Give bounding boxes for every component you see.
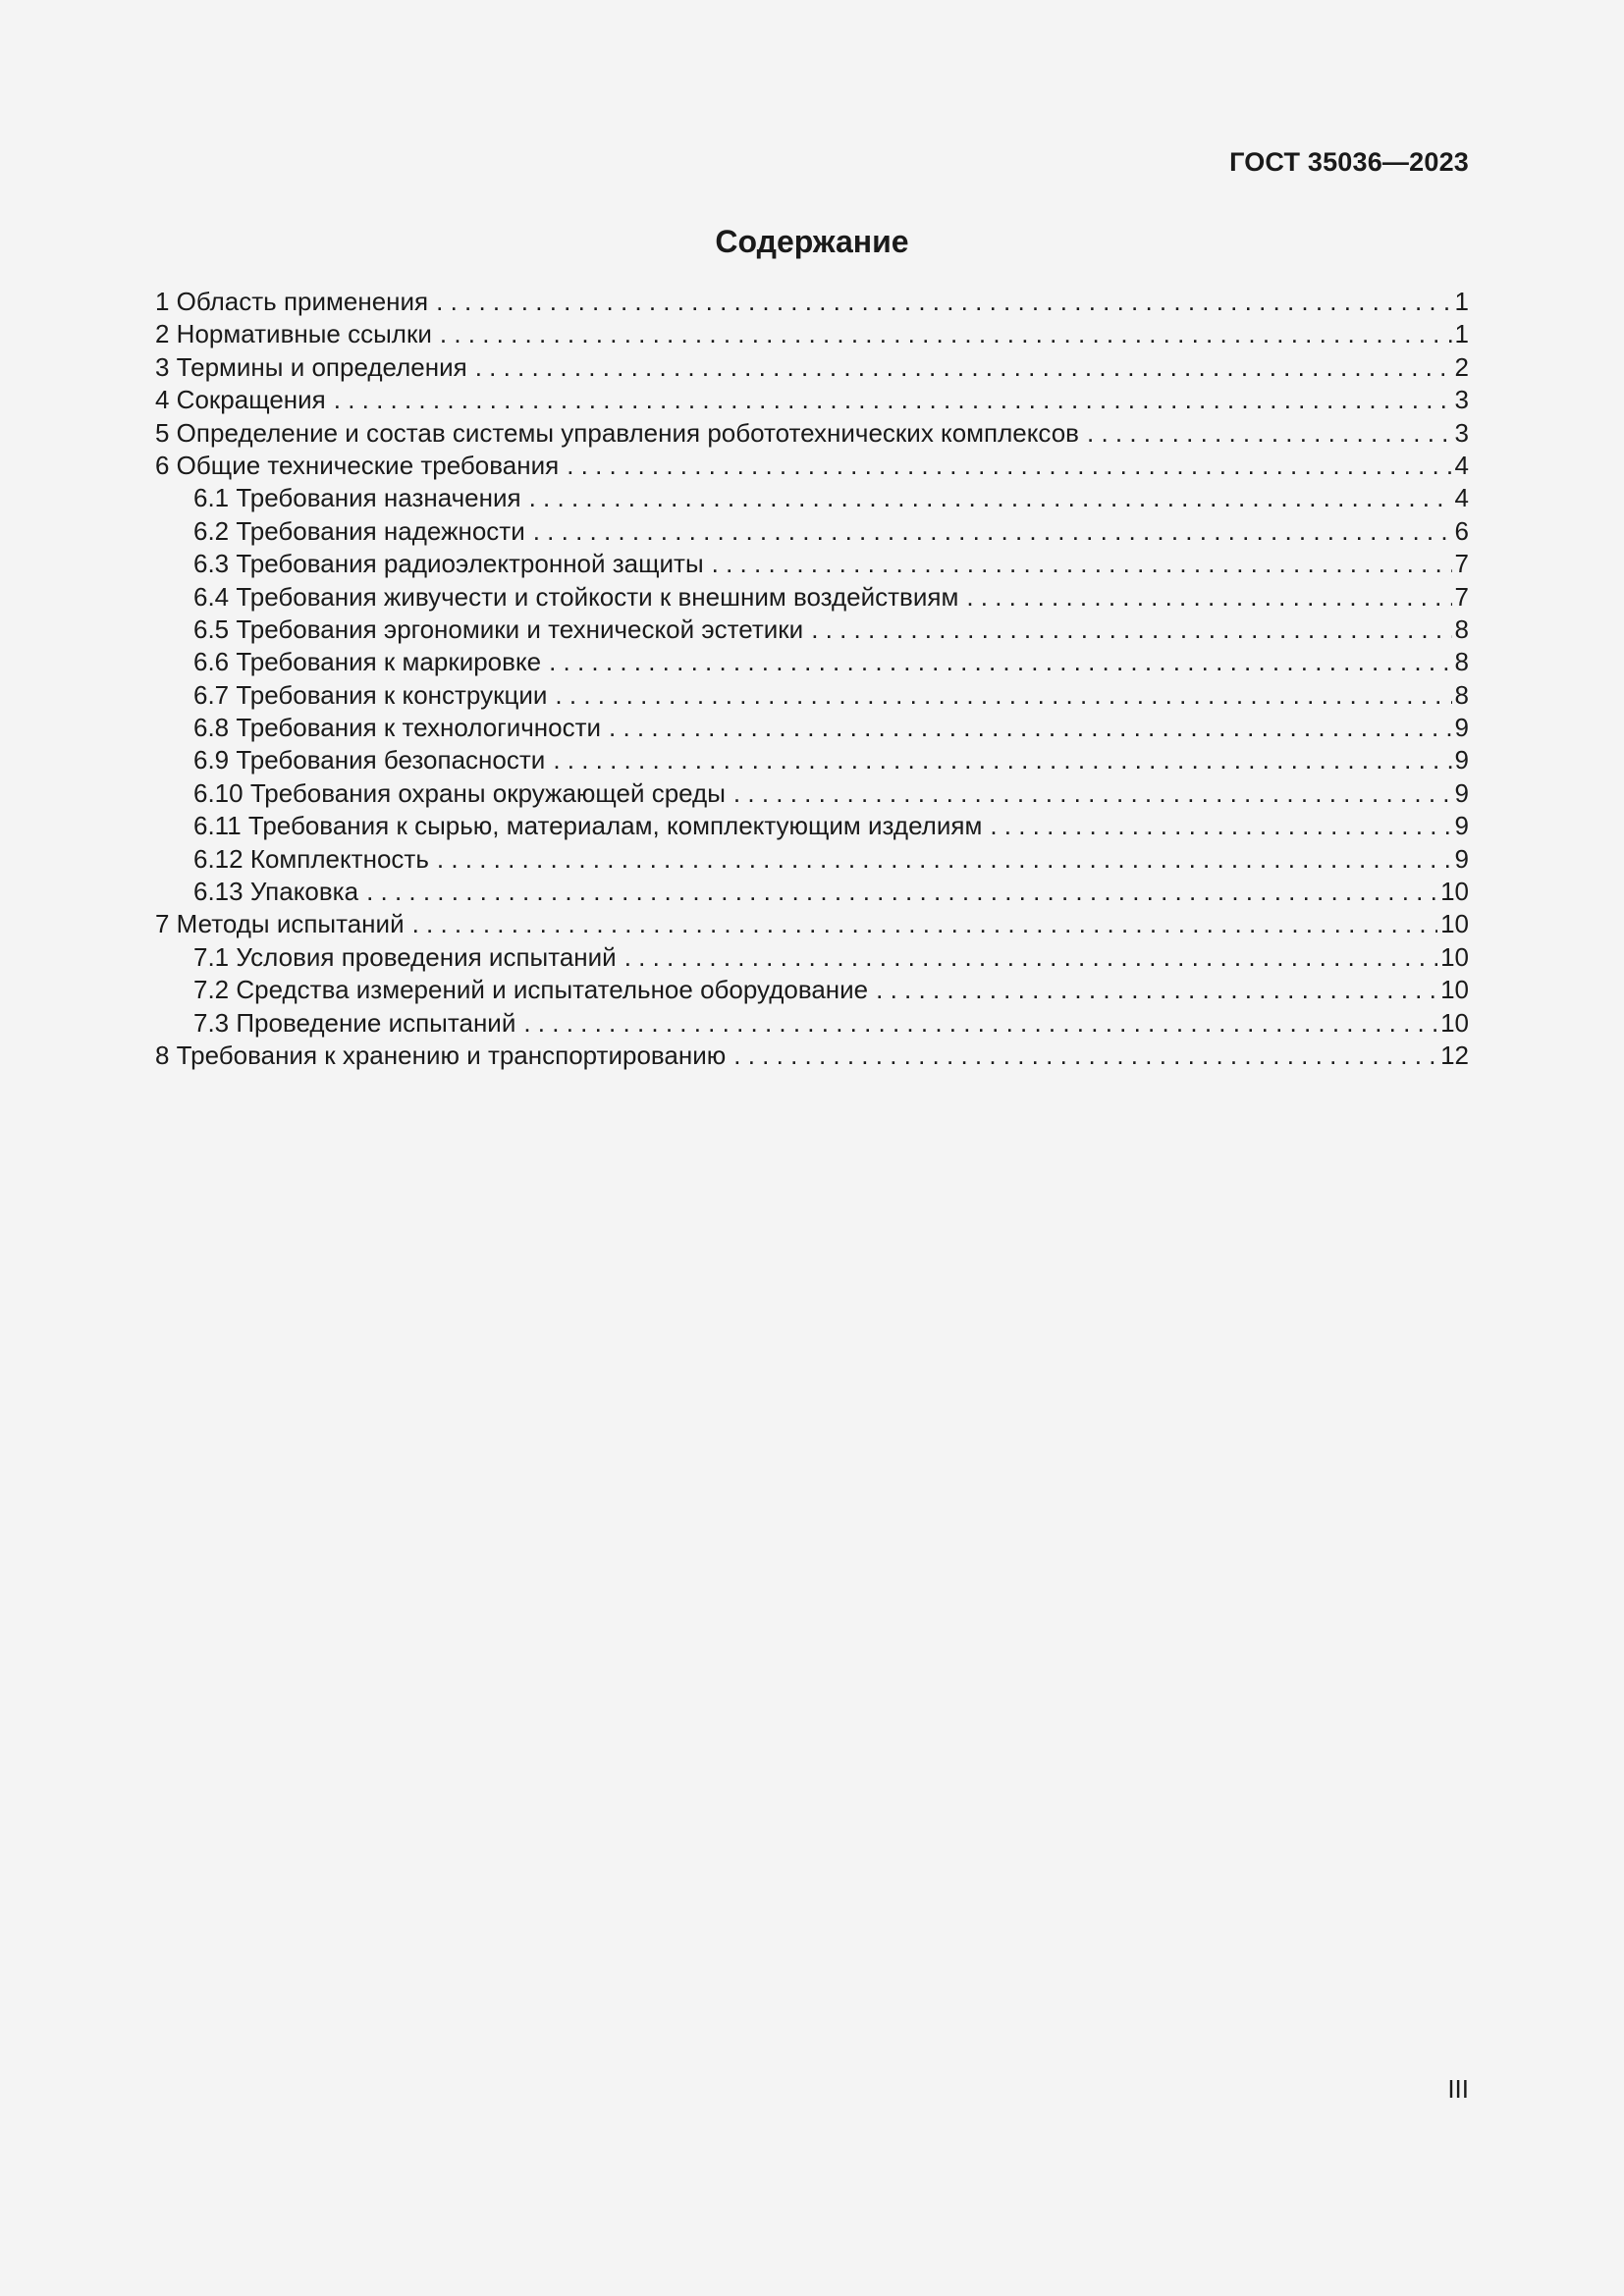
toc-entry[interactable] (155, 516, 1469, 549)
toc-entry-page: 2 (1454, 351, 1469, 382)
toc-entry-page: 10 (1440, 941, 1469, 972)
toc-dot-leader (523, 1008, 1437, 1039)
toc-entry-page: 8 (1454, 647, 1469, 677)
toc-entry-label: 7.2 Средства измерений и испытательное оборудование (193, 975, 869, 1005)
toc-entry-label: 7.1 Условия проведения испытаний (193, 941, 617, 972)
toc-entry[interactable] (155, 483, 1469, 515)
toc-entry-page: 7 (1454, 581, 1469, 612)
toc-entry-page: 9 (1454, 811, 1469, 841)
toc-entry-label: 6.1 Требования назначения (193, 483, 521, 513)
toc-entry-label: 6.13 Упаковка (193, 877, 359, 907)
toc-entry[interactable] (155, 844, 1469, 877)
toc-entry-page: 10 (1440, 909, 1469, 939)
toc-entry-page: 9 (1454, 745, 1469, 775)
toc-entry[interactable] (155, 647, 1469, 679)
toc-dot-leader (440, 319, 1452, 349)
toc-dot-leader (366, 877, 1437, 907)
toc-dot-leader (437, 844, 1452, 875)
toc-entry-label: 6 Общие технические требования (155, 450, 560, 480)
toc-entry-page: 8 (1454, 614, 1469, 644)
toc-entry-page: 4 (1454, 483, 1469, 513)
toc-entry-page: 3 (1454, 417, 1469, 448)
toc-entry-label: 6.11 Требования к сырью, материалам, комплектующим изделиям (193, 811, 983, 841)
toc-entry-label: 6.7 Требования к конструкции (193, 679, 548, 710)
toc-entry-page: 10 (1440, 877, 1469, 907)
toc-entry-page: 1 (1454, 319, 1469, 349)
toc-entry-label: 3 Термины и определения (155, 351, 467, 382)
toc-entry-page: 10 (1440, 1007, 1469, 1038)
toc-dot-leader (436, 287, 1451, 317)
toc-entry-label: 6.3 Требования радиоэлектронной защиты (193, 549, 704, 579)
toc-entry-label: 7.3 Проведение испытаний (193, 1007, 516, 1038)
toc-entry-label: 6.12 Комплектность (193, 843, 429, 874)
toc-entry[interactable] (155, 680, 1469, 713)
toc-entry-label: 6.9 Требования безопасности (193, 745, 546, 775)
toc-entry-page: 4 (1454, 450, 1469, 480)
toc-entry[interactable] (155, 1041, 1469, 1073)
toc-entry-page: 7 (1454, 549, 1469, 579)
toc-dot-leader (876, 975, 1437, 1005)
toc-title: Содержание (715, 224, 909, 259)
toc-dot-leader (567, 451, 1451, 481)
toc-entry[interactable] (155, 582, 1469, 614)
toc-dot-leader (553, 745, 1451, 775)
toc-entry[interactable] (155, 614, 1469, 647)
toc-entry[interactable] (155, 287, 1469, 319)
toc-entry[interactable] (155, 713, 1469, 745)
toc-entry-label: 6.2 Требования надежности (193, 515, 525, 546)
toc-entry-page: 1 (1454, 287, 1469, 316)
toc-entry[interactable] (155, 352, 1469, 385)
toc-entry-label: 6.4 Требования живучести и стойкости к внешним воздействиям (193, 581, 959, 612)
toc-entry[interactable] (155, 877, 1469, 909)
toc-entry-page: 6 (1454, 515, 1469, 546)
toc-entry[interactable] (155, 319, 1469, 351)
toc-entry[interactable] (155, 1008, 1469, 1041)
toc-dot-leader (549, 647, 1451, 677)
toc-dot-leader (1087, 418, 1452, 449)
toc-entry[interactable] (155, 778, 1469, 811)
toc-entry-page: 12 (1440, 1040, 1469, 1070)
toc-dot-leader (412, 909, 1437, 939)
toc-entry-label: 6.8 Требования к технологичности (193, 713, 602, 743)
toc-entry[interactable] (155, 418, 1469, 451)
toc-entry[interactable] (155, 811, 1469, 843)
toc-entry[interactable] (155, 549, 1469, 581)
toc-dot-leader (334, 385, 1452, 415)
toc-entry-label: 6.6 Требования к маркировке (193, 647, 542, 677)
toc-dot-leader (966, 582, 1451, 613)
toc-entry-label: 5 Определение и состав системы управления робототехнических комплексов (155, 417, 1079, 448)
toc-dot-leader (990, 811, 1451, 841)
toc-dot-leader (555, 680, 1451, 711)
toc-entry-label: 6.10 Требования охраны окружающей среды (193, 777, 726, 808)
toc-dot-leader (475, 352, 1452, 383)
toc-dot-leader (733, 1041, 1437, 1071)
toc-entry-page: 9 (1454, 843, 1469, 874)
toc-entry-label: 2 Нормативные ссылки (155, 319, 432, 349)
toc-entry-page: 10 (1440, 975, 1469, 1005)
toc-entry-page: 3 (1454, 385, 1469, 415)
table-of-contents (155, 287, 1469, 1073)
page-number: III (1447, 2074, 1469, 2104)
toc-dot-leader (733, 778, 1452, 809)
toc-entry-label: 8 Требования к хранению и транспортированию (155, 1040, 727, 1070)
toc-entry[interactable] (155, 942, 1469, 975)
toc-entry-label: 6.5 Требования эргономики и технической эстетики (193, 614, 804, 644)
toc-entry[interactable] (155, 385, 1469, 417)
toc-entry-page: 9 (1454, 777, 1469, 808)
toc-dot-leader (811, 614, 1451, 645)
toc-dot-leader (712, 549, 1452, 579)
toc-entry[interactable] (155, 909, 1469, 941)
toc-dot-leader (533, 516, 1452, 547)
toc-entry-label: 7 Методы испытаний (155, 909, 405, 939)
toc-entry[interactable] (155, 451, 1469, 483)
toc-dot-leader (624, 942, 1437, 973)
toc-entry[interactable] (155, 975, 1469, 1007)
toc-entry-page: 8 (1454, 679, 1469, 710)
toc-dot-leader (609, 713, 1452, 743)
toc-entry-label: 4 Сокращения (155, 385, 326, 415)
toc-entry-label: 1 Область применения (155, 287, 429, 316)
document-code: ГОСТ 35036—2023 (1229, 147, 1469, 177)
toc-dot-leader (529, 483, 1452, 513)
toc-entry[interactable] (155, 745, 1469, 777)
toc-entry-page: 9 (1454, 713, 1469, 743)
